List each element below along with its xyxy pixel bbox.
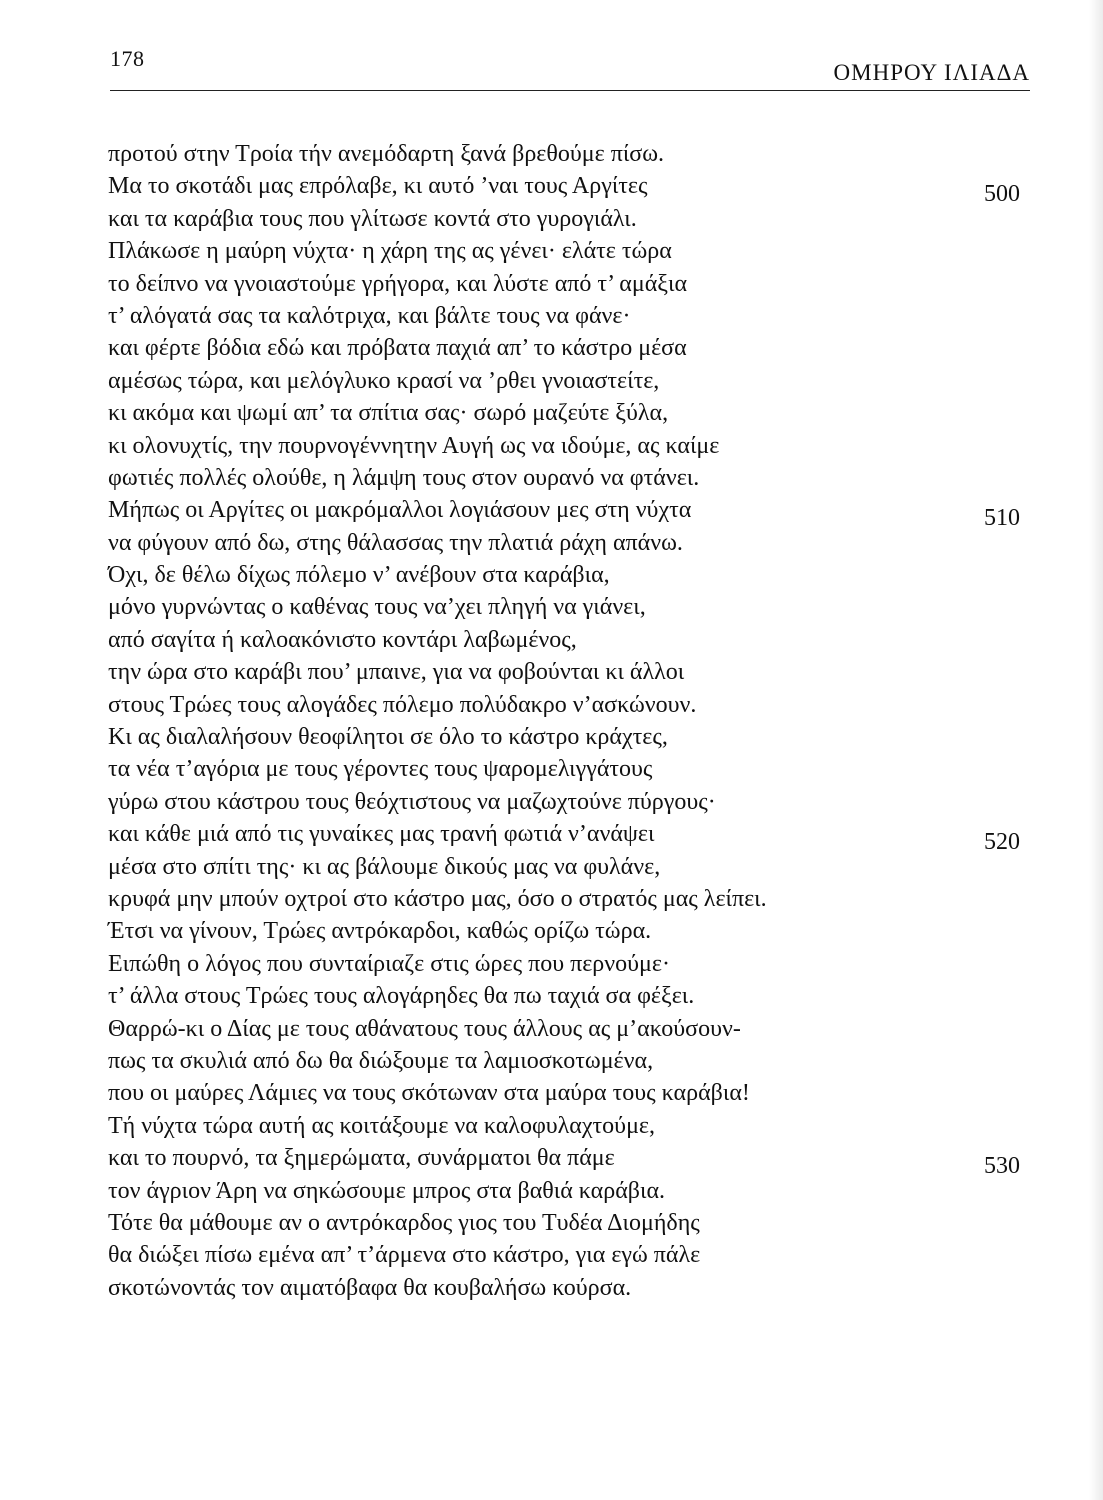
verse-line — [108, 915, 1028, 947]
verse-text: που οι μαύρες Λάμιες να τους σκότωναν στα μαύρα τους καράβια! — [108, 1080, 750, 1107]
verse-line — [108, 948, 1028, 980]
verse-text: Θαρρώ-κι ο Δίας με τους αθάνατους τους άλλους ας μ’ακούσουν- — [108, 1015, 741, 1042]
verse-line — [108, 624, 1028, 656]
line-number: 520 — [984, 829, 1020, 856]
verse-line — [108, 300, 1028, 332]
verse-line — [108, 494, 1028, 532]
verse-text: Μα το σκοτάδι μας επρόλαβε, κι αυτό ’ναι τους Αργίτες — [108, 173, 648, 200]
page-header — [110, 44, 1030, 94]
verse-line — [108, 786, 1028, 818]
line-number: 530 — [984, 1153, 1020, 1180]
verse-line — [108, 1045, 1028, 1077]
verse-text: να φύγουν από δω, στης θάλασσας την πλατιά ράχη απάνω. — [108, 529, 683, 556]
verse-text: την ώρα στο καράβι που’ μπαινε, για να φοβούνται κι άλλοι — [108, 659, 685, 686]
verse-text: προτού στην Τροία τήν ανεμόδαρτη ξανά βρεθούμε πίσω. — [108, 141, 665, 167]
verse-line — [108, 1077, 1028, 1109]
verse-line — [108, 430, 1028, 462]
page-edge-shadow — [1089, 0, 1103, 1500]
verse-line — [108, 851, 1028, 883]
verse-text: Πλάκωσε η μαύρη νύχτα· η χάρη της ας γένει· ελάτε τώρα — [108, 238, 672, 265]
verse-line — [108, 818, 1028, 856]
verse-text: Όχι, δε θέλω δίχως πόλεμο ν’ ανέβουν στα καράβια, — [108, 562, 610, 589]
verse-text: πως τα σκυλιά από δω θα διώξουμε τα λαμιοσκοτωμένα, — [108, 1047, 654, 1074]
verse-text: Μήπως οι Αργίτες οι μακρόμαλλοι λογιάσουν μες στη νύχτα — [108, 497, 692, 524]
header-rule — [110, 90, 1030, 91]
verse-line — [108, 656, 1028, 688]
verse-line — [108, 462, 1028, 494]
verse-text: και κάθε μιά από τις γυναίκες μας τρανή φωτιά ν’ανάψει — [108, 821, 655, 848]
verse-text: κι ολονυχτίς, την πουρνογέννητην Αυγή ως να ιδούμε, ας καίμε — [108, 432, 720, 459]
verse-text: τα νέα τ’αγόρια με τους γέροντες τους ψαρομελιγγάτους — [108, 756, 653, 783]
line-number: 500 — [984, 181, 1020, 208]
verse-line — [108, 1207, 1028, 1239]
verse-line — [108, 397, 1028, 429]
page-number: 178 — [110, 46, 145, 71]
verse-line — [108, 883, 1028, 915]
verse-text: κρυφά μην μπούν οχτροί στο κάστρο μας, όσο ο στρατός μας λείπει. — [108, 885, 767, 912]
verse-text: γύρω στου κάστρου τους θεόχτιστους να μαζωχτούνε πύργους· — [108, 788, 716, 815]
verse-text: Κι ας διαλαλήσουν θεοφίλητοι σε όλο το κάστρο κράχτες, — [108, 724, 668, 751]
verse-line — [108, 753, 1028, 785]
verse-line — [108, 365, 1028, 397]
verse-line — [108, 1142, 1028, 1180]
verse-line — [108, 527, 1028, 559]
running-title: ΟΜΗΡΟΥ ΙΛΙΑΔΑ — [833, 60, 1030, 85]
verse-list — [108, 138, 1028, 1304]
verse-text: Τότε θα μάθουμε αν ο αντρόκαρδος γιος του Τυδέα Διομήδης — [108, 1209, 700, 1236]
verse-text: από σαγίτα ή καλοακόνιστο κοντάρι λαβωμένος, — [108, 626, 577, 653]
verse-text: και φέρτε βόδια εδώ και πρόβατα παχιά απ’ το κάστρο μέσα — [108, 335, 687, 362]
verse-line — [108, 721, 1028, 753]
verse-line — [108, 591, 1028, 623]
verse-line — [108, 332, 1028, 364]
verse-line — [108, 138, 1028, 170]
verse-text: μέσα στο σπίτι της· κι ας βάλουμε δικούς μας να φυλάνε, — [108, 853, 661, 880]
line-number: 510 — [984, 505, 1020, 532]
verse-text: και τα καράβια τους που γλίτωσε κοντά στο γυρογιάλι. — [108, 205, 637, 232]
verse-text: τ’ άλλα στους Τρώες τους αλογάρηδες θα πω ταχιά σα φέξει. — [108, 983, 695, 1010]
verse-text: τον άγριον Άρη να σηκώσουμε μπρος στα βαθιά καράβια. — [108, 1177, 666, 1204]
verse-text: και το πουρνό, τα ξημερώματα, συνάρματοι θα πάμε — [108, 1145, 615, 1172]
verse-text: Ειπώθη ο λόγος που συνταίριαζε στις ώρες που περνούμε· — [108, 950, 670, 977]
verse-line — [108, 1239, 1028, 1271]
verse-text: φωτιές πολλές ολούθε, η λάμψη τους στον ουρανό να φτάνει. — [108, 464, 700, 491]
verse-text: κι ακόμα και ψωμί απ’ τα σπίτια σας· σωρό μαζεύτε ξύλα, — [108, 400, 669, 427]
verse-line — [108, 203, 1028, 235]
verse-line — [108, 1110, 1028, 1142]
verse-text: Τή νύχτα τώρα αυτή ας κοιτάξουμε να καλοφυλαχτούμε, — [108, 1112, 656, 1139]
verse-line — [108, 559, 1028, 591]
verse-text: θα διώξει πίσω εμένα απ’ τ’άρμενα στο κάστρο, για εγώ πάλε — [108, 1242, 701, 1269]
verse-line — [108, 170, 1028, 208]
verse-line — [108, 689, 1028, 721]
verse-text: το δείπνο να γνοιαστούμε γρήγορα, και λύστε από τ’ αμάξια — [108, 270, 688, 297]
verse-text: αμέσως τώρα, και μελόγλυκο κρασί να ’ρθει γνοιαστείτε, — [108, 367, 660, 394]
verse-line — [108, 1272, 1028, 1304]
verse-text: στους Τρώες τους αλογάδες πόλεμο πολύδακρο ν’ασκώνουν. — [108, 691, 697, 718]
verse-text: σκοτώνοντάς τον αιματόβαφα θα κουβαλήσω κούρσα. — [108, 1274, 632, 1301]
verse-line — [108, 980, 1028, 1012]
verse-line — [108, 1175, 1028, 1207]
verse-line — [108, 268, 1028, 300]
verse-text: Έτσι να γίνουν, Τρώες αντρόκαρδοι, καθώς ορίζω τώρα. — [108, 918, 652, 945]
verse-line — [108, 235, 1028, 267]
verse-text: τ’ αλόγατά σας τα καλότριχα, και βάλτε τους να φάνε· — [108, 302, 631, 329]
verse-text: μόνο γυρνώντας ο καθένας τους να’χει πληγή να γιάνει, — [108, 594, 646, 621]
verse-line — [108, 1013, 1028, 1045]
